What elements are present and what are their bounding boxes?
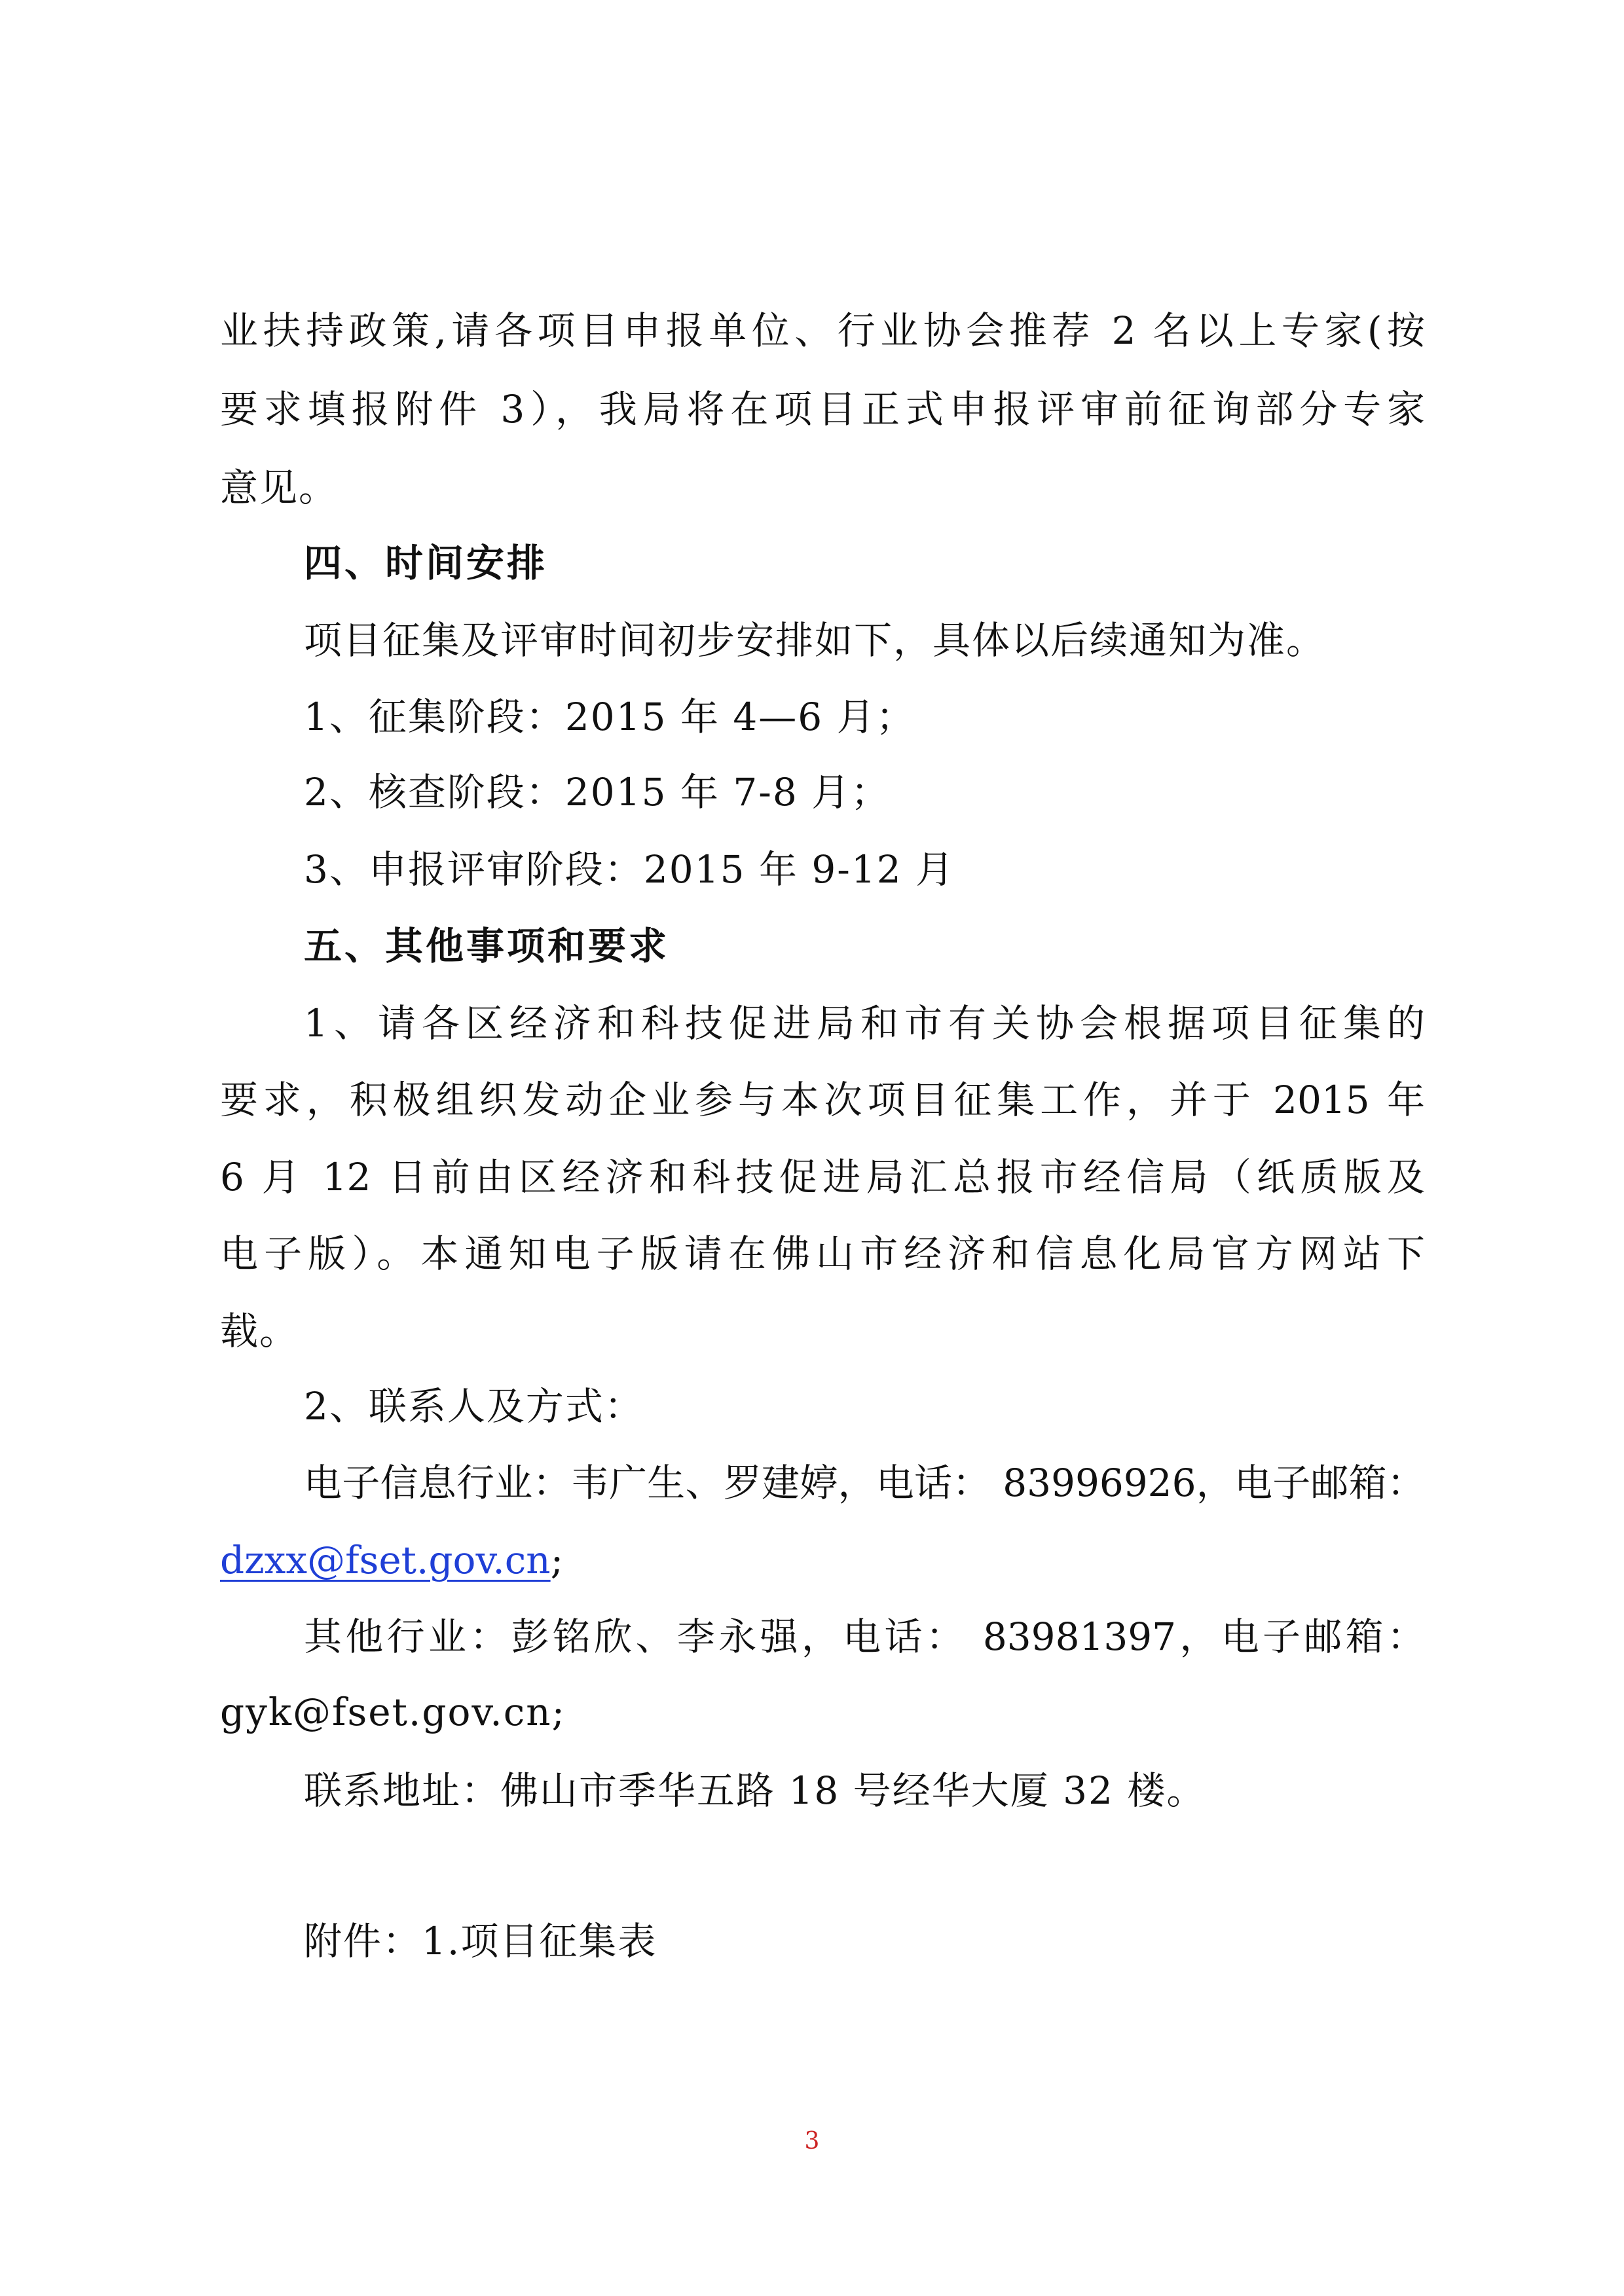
contact-heading: 2、联系人及方式：	[304, 1384, 644, 1429]
paragraph-line: 1、请各区经济和科技促进局和市有关协会根据项目征集的	[304, 1001, 1425, 1046]
paragraph-line: 项目征集及评审时间初步安排如下，具体以后续通知为准。	[304, 618, 1326, 663]
schedule-item-1: 1、征集阶段：2015 年 4—6 月；	[304, 695, 915, 739]
paragraph-line: 要求填报附件 3），我局将在项目正式申报评审前征询部分专家	[220, 387, 1425, 431]
schedule-item-3: 3、申报评审阶段：2015 年 9-12 月	[304, 847, 955, 892]
attachment-line: 附件：1.项目征集表	[304, 1919, 657, 1963]
paragraph-line: 业扶持政策,请各项目申报单位、行业协会推荐 2 名以上专家(按	[220, 308, 1425, 353]
contact-email-line-electronics	[220, 1531, 1425, 1590]
email-separator: ;	[550, 1538, 565, 1582]
contact-line-electronics: 电子信息行业：韦广生、罗建婷，电话： 83996926，电子邮箱：	[304, 1461, 1425, 1505]
paragraph-line: 电子版）。本通知电子版请在佛山市经济和信息化局官方网站下	[220, 1231, 1425, 1276]
paragraph-line: 6 月 12 日前由区经济和科技促进局汇总报市经信局（纸质版及	[220, 1155, 1425, 1199]
paragraph-line: 载。	[220, 1309, 299, 1353]
page-number: 3	[804, 2128, 820, 2155]
paragraph-line: 意见。	[220, 465, 339, 510]
schedule-item-2: 2、核查阶段：2015 年 7-8 月；	[304, 770, 891, 814]
email-link-electronics[interactable]: dzxx@fset.gov.cn	[220, 1538, 551, 1582]
contact-line-other: 其他行业：彭铭欣、李永强，电话： 83981397，电子邮箱：	[304, 1614, 1425, 1659]
paragraph-line: 要求，积极组织发动企业参与本次项目征集工作，并于 2015 年	[220, 1078, 1425, 1122]
contact-email-line-other: gyk@fset.gov.cn;	[220, 1690, 566, 1734]
contact-address: 联系地址：佛山市季华五路 18 号经华大厦 32 楼。	[304, 1768, 1206, 1813]
section-heading-schedule: 四、时间安排	[304, 541, 548, 585]
section-heading-other-matters: 五、其他事项和要求	[304, 924, 670, 968]
